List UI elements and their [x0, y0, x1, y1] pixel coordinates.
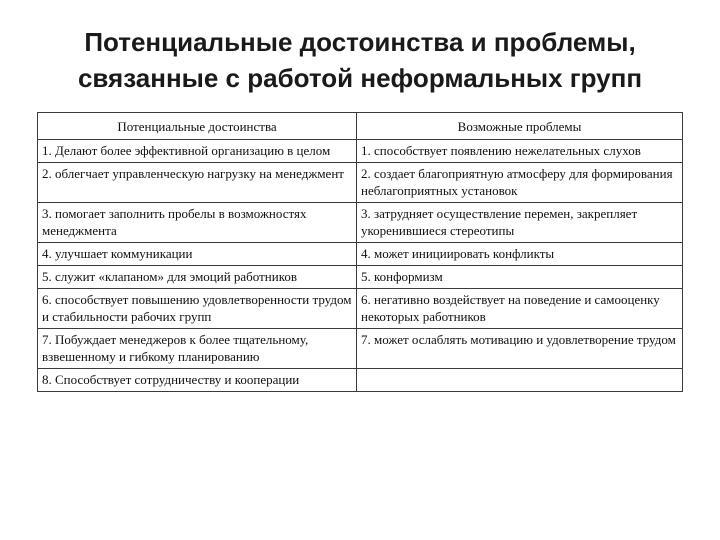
problem-cell: 3. затрудняет осуществление перемен, закрепляет укоренившиеся стереотипы [357, 203, 683, 243]
problem-cell: 6. негативно воздействует на поведение и самооценку некоторых работников [357, 289, 683, 329]
table-row [38, 266, 683, 289]
table-row [38, 369, 683, 392]
slide-title [0, 24, 720, 96]
problem-cell: 7. может ослаблять мотивацию и удовлетворение трудом [357, 329, 683, 369]
column-header-advantages: Потенциальные достоинства [38, 113, 357, 140]
table-row [38, 140, 683, 163]
problem-cell: 2. создает благоприятную атмосферу для формирования неблагоприятных установок [357, 163, 683, 203]
problem-cell: 5. конформизм [357, 266, 683, 289]
table-row [38, 203, 683, 243]
problem-cell: 4. может инициировать конфликты [357, 243, 683, 266]
advantage-cell: 5. служит «клапаном» для эмоций работников [38, 266, 357, 289]
problem-cell: 1. способствует появлению нежелательных слухов [357, 140, 683, 163]
advantage-cell: 6. способствует повышению удовлетворенности трудом и стабильности рабочих групп [38, 289, 357, 329]
advantage-cell: 4. улучшает коммуникации [38, 243, 357, 266]
table-row [38, 243, 683, 266]
slide-title-line-2: связанные с работой неформальных групп [77, 63, 643, 93]
comparison-table [37, 112, 683, 392]
advantage-cell: 1. Делают более эффективной организацию в целом [38, 140, 357, 163]
empty-problem-cell [357, 369, 683, 392]
advantage-cell: 7. Побуждает менеджеров к более тщательному, взвешенному и гибкому планированию [38, 329, 357, 369]
advantage-cell: 3. помогает заполнить пробелы в возможностях менеджмента [38, 203, 357, 243]
column-header-problems: Возможные проблемы [357, 113, 683, 140]
table-header-row [38, 113, 683, 140]
table-row [38, 329, 683, 369]
slide-title-line-1: Потенциальные достоинства и проблемы, [84, 27, 636, 57]
advantage-cell: 2. облегчает управленческую нагрузку на менеджмент [38, 163, 357, 203]
advantage-cell: 8. Способствует сотрудничеству и кооперации [38, 369, 357, 392]
table-row [38, 289, 683, 329]
table-row [38, 163, 683, 203]
